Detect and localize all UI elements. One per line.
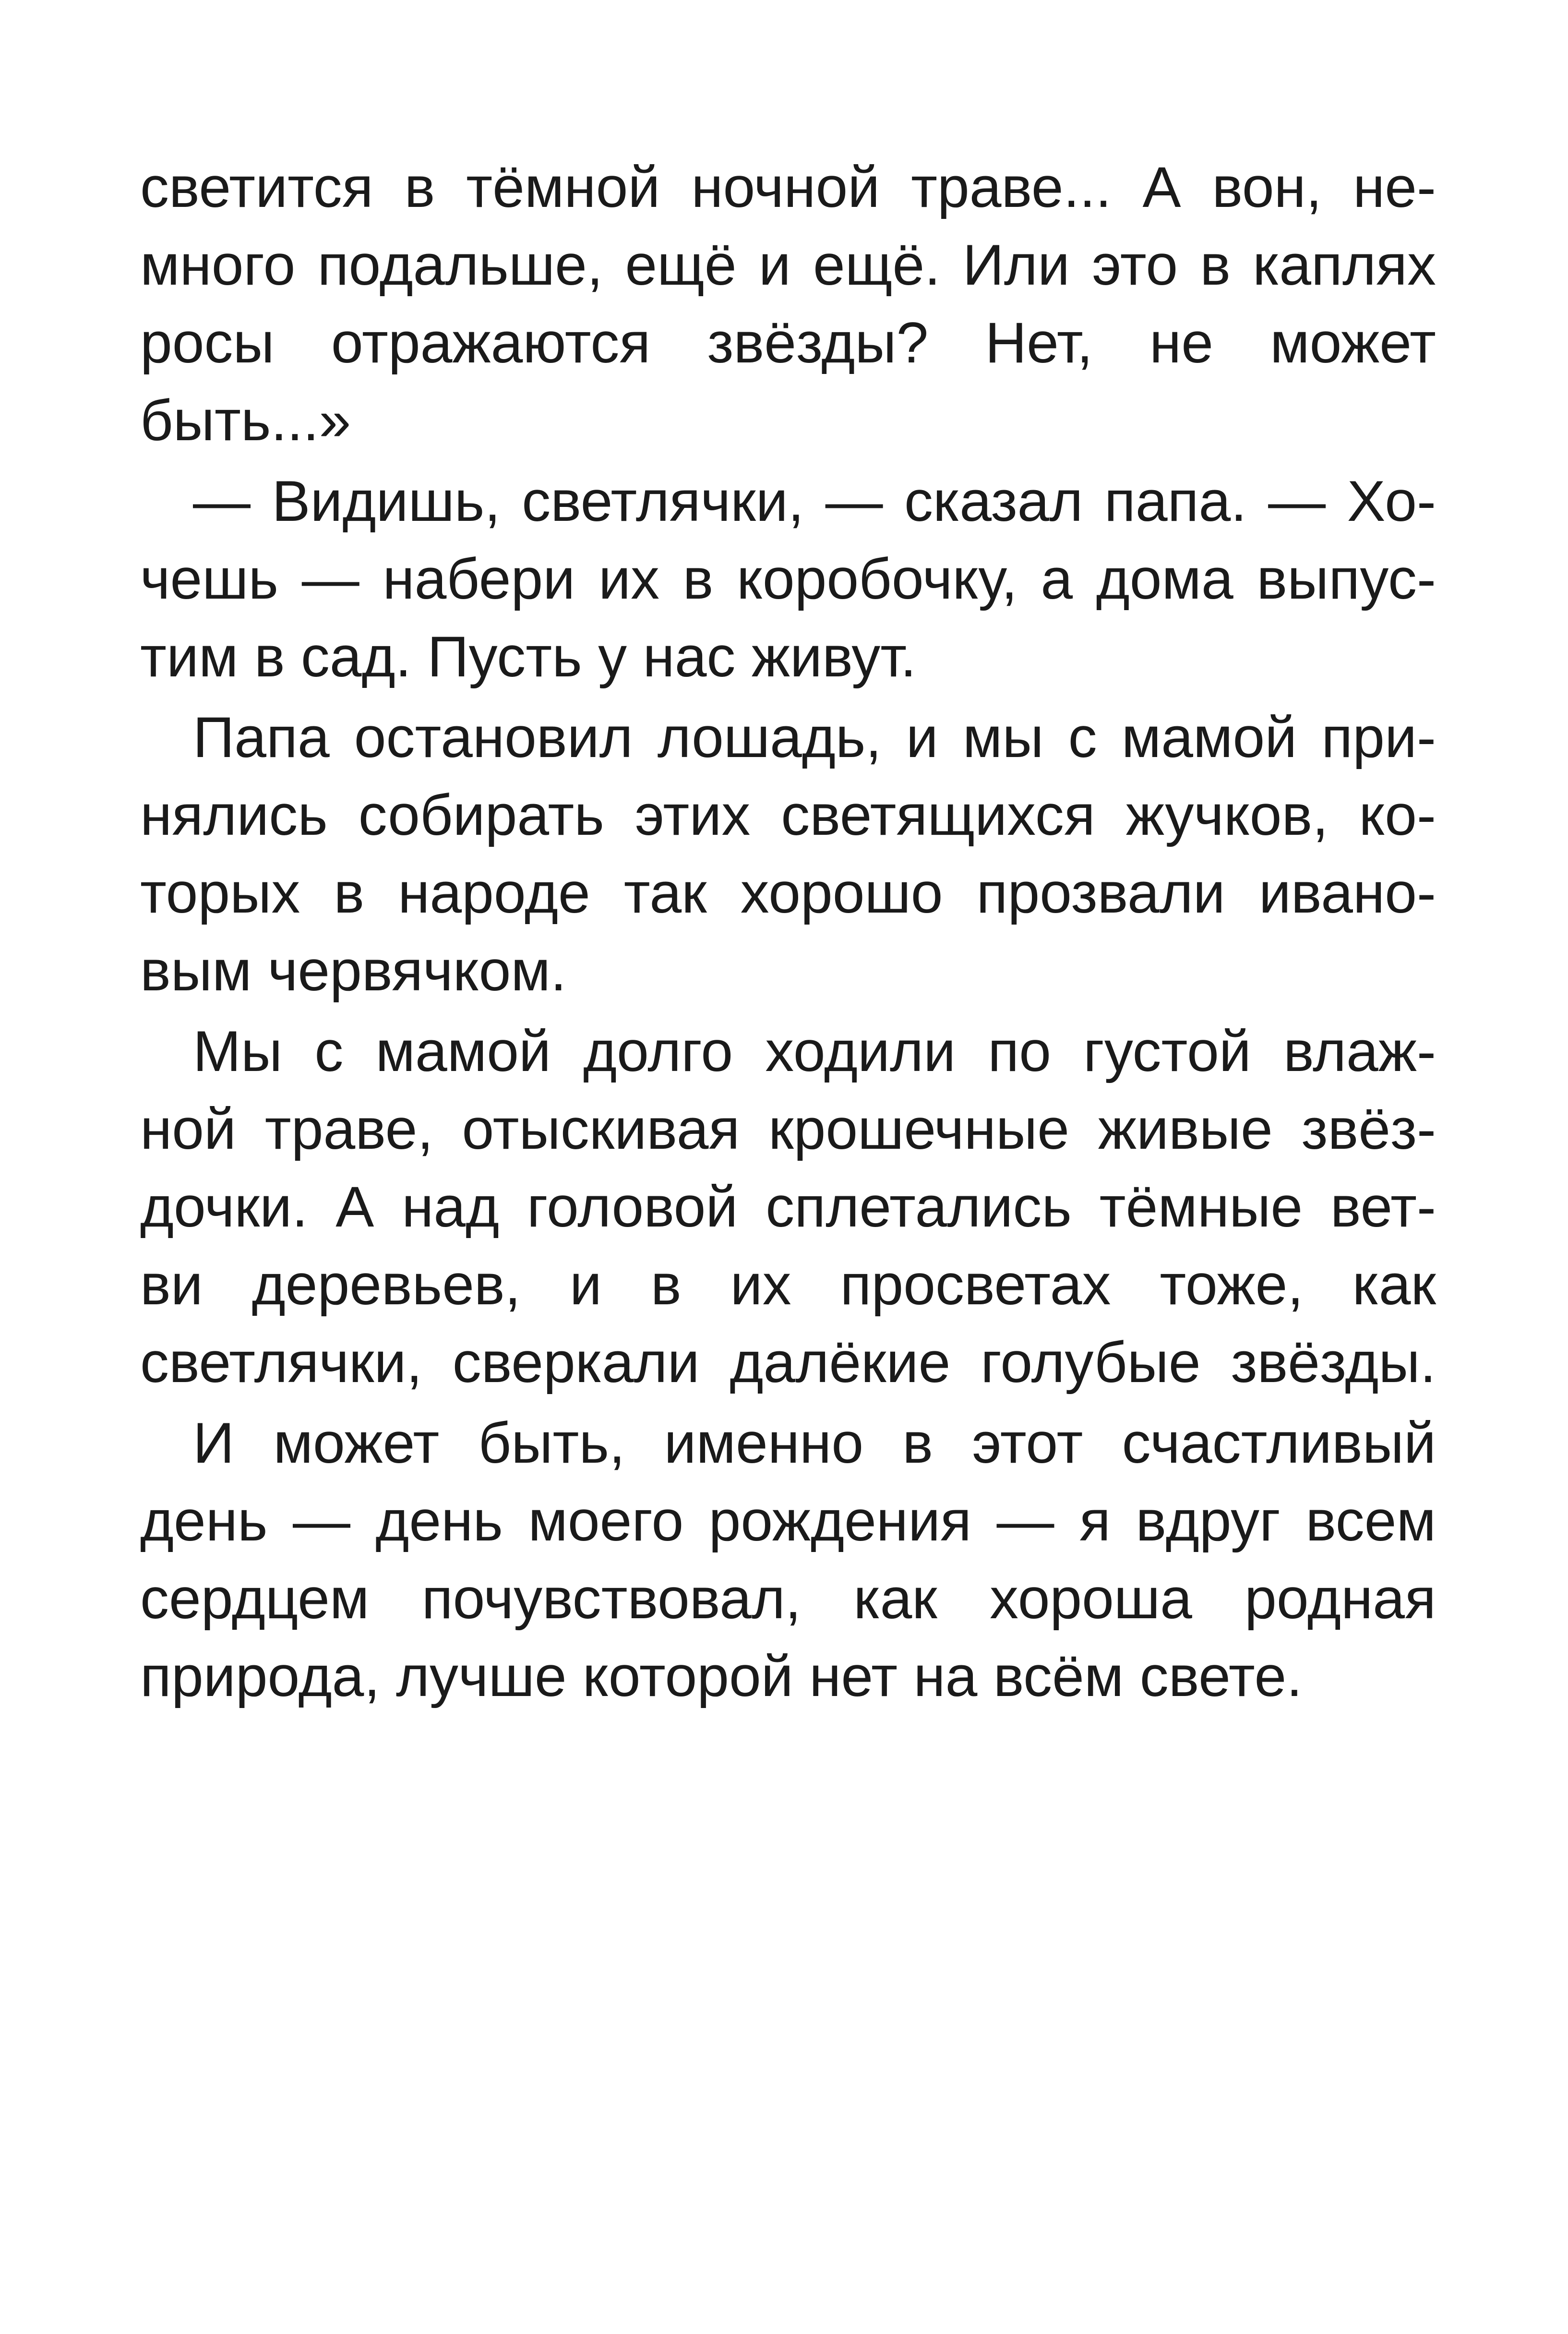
text-line: много подальше, ещё и ещё. Или это в каплях <box>140 233 1436 297</box>
text-line: нялись собирать этих светящихся жучков, ко- <box>140 783 1436 847</box>
text-line: день — день моего рождения — я вдруг всем <box>140 1489 1436 1553</box>
text-line: сердцем почувствовал, как хороша родная <box>140 1566 1436 1631</box>
text-line: ви деревьев, и в их просветах тоже, как <box>140 1252 1436 1317</box>
text-line: быть...» <box>140 388 351 453</box>
text-line: дочки. А над головой сплетались тёмные вет- <box>140 1175 1436 1239</box>
text-line: светится в тёмной ночной траве... А вон, не- <box>140 155 1436 219</box>
text-line: природа, лучше которой нет на всём свете. <box>140 1644 1303 1708</box>
text-line: И может быть, именно в этот счастливый <box>193 1411 1436 1475</box>
text-line: вым червячком. <box>140 938 567 1003</box>
text-line: Папа остановил лошадь, и мы с мамой при- <box>193 705 1436 770</box>
text-line: ной траве, отыскивая крошечные живые звёз- <box>140 1097 1436 1161</box>
text-line: чешь — набери их в коробочку, а дома выпус- <box>140 547 1436 611</box>
text-line: — Видишь, светлячки, — сказал папа. — Хо- <box>193 469 1436 533</box>
text-line: торых в народе так хорошо прозвали ивано- <box>140 861 1436 925</box>
text-line: светлячки, сверкали далёкие голубые звёзды. <box>140 1330 1436 1395</box>
text-line: тим в сад. Пусть у нас живут. <box>140 625 917 689</box>
text-line: Мы с мамой долго ходили по густой влаж- <box>193 1019 1436 1083</box>
text-line: росы отражаются звёзды? Нет, не может <box>140 311 1436 375</box>
